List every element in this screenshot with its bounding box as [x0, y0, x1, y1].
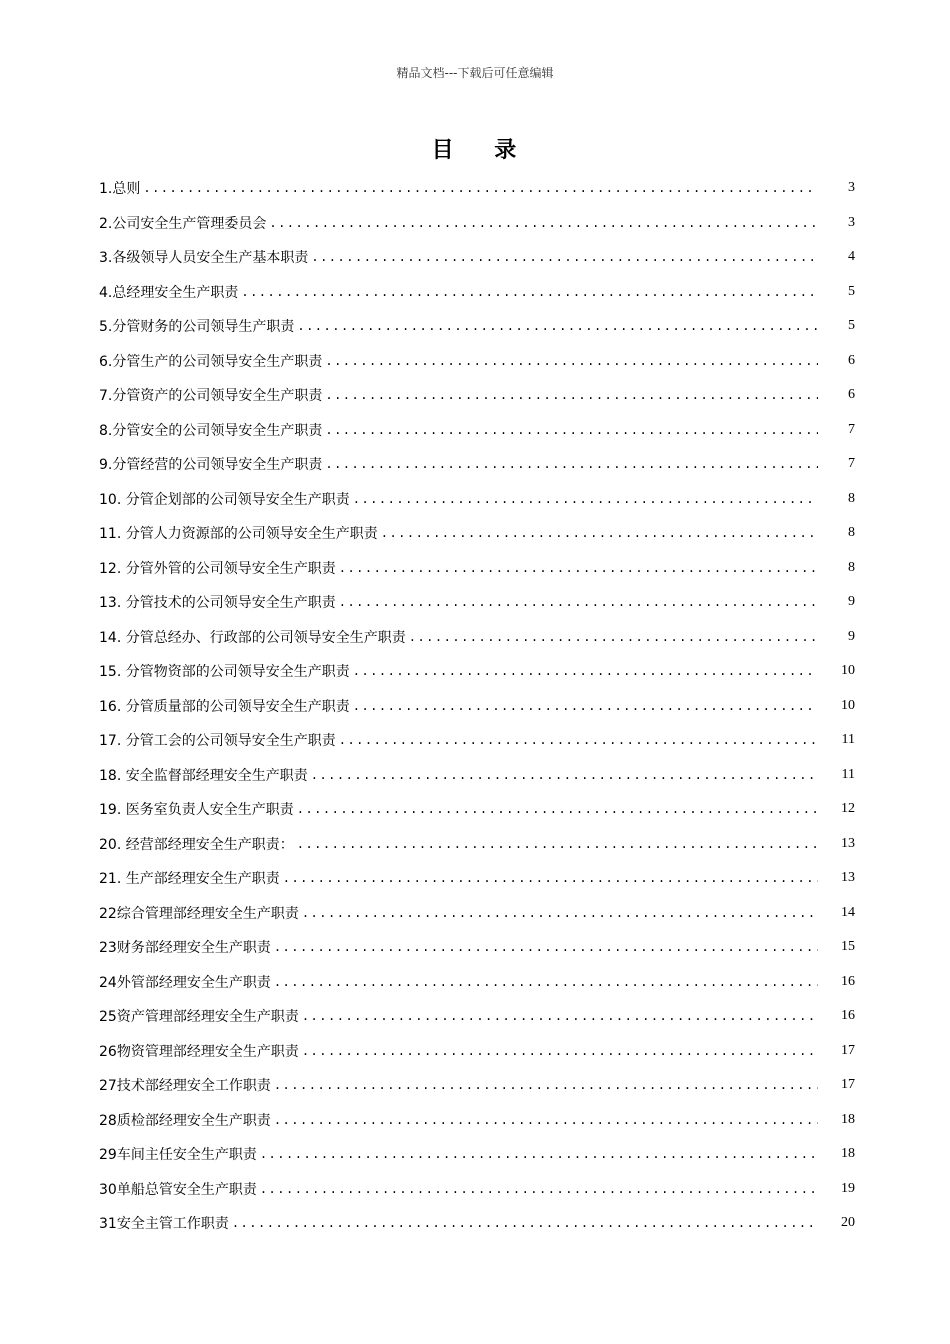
toc-entry-label: 14. 分管总经办、行政部的公司领导安全生产职责	[99, 629, 406, 646]
toc-entry-label: 3.各级领导人员安全生产基本职责	[99, 250, 309, 267]
toc-entry-label: 23财务部经理安全生产职责	[99, 940, 271, 957]
toc-dot-leader	[339, 559, 818, 577]
toc-entry-page-number: 5	[848, 283, 855, 299]
toc-entry-label: 20. 经营部经理安全生产职责：	[99, 836, 294, 853]
toc-entry-page-number: 14	[841, 904, 855, 920]
toc-entry[interactable]	[99, 309, 855, 344]
toc-entry-label: 13. 分管技术的公司领导安全生产职责	[99, 595, 336, 612]
toc-entry[interactable]	[99, 1137, 855, 1172]
toc-entry-page-number: 6	[848, 387, 855, 403]
toc-entry[interactable]	[99, 344, 855, 379]
toc-entry-label: 27技术部经理安全工作职责	[99, 1078, 271, 1095]
toc-entry-label: 26物资管理部经理安全生产职责	[99, 1043, 299, 1060]
toc-entry-page-number: 3	[848, 180, 855, 196]
toc-entry-page-number: 13	[841, 870, 855, 886]
toc-dot-leader	[353, 662, 818, 680]
toc-entry-page-number: 18	[841, 1146, 855, 1162]
toc-entry-page-number: 7	[848, 421, 855, 437]
toc-entry-page-number: 9	[848, 628, 855, 644]
toc-dot-leader	[302, 1007, 818, 1025]
toc-entry-label: 4.总经理安全生产职责	[99, 284, 239, 301]
toc-entry-page-number: 17	[841, 1042, 855, 1058]
toc-dot-leader	[269, 214, 818, 232]
toc-entry-label: 16. 分管质量部的公司领导安全生产职责	[99, 698, 350, 715]
toc-dot-leader	[339, 731, 818, 749]
toc-entry-page-number: 8	[848, 525, 855, 541]
toc-entry[interactable]	[99, 447, 855, 482]
toc-entry[interactable]	[99, 516, 855, 551]
toc-entry[interactable]	[99, 861, 855, 896]
toc-entry-label: 31安全主管工作职责	[99, 1216, 229, 1233]
toc-entry-label: 11. 分管人力资源部的公司领导安全生产职责	[99, 526, 378, 543]
toc-dot-leader	[274, 973, 818, 991]
toc-dot-leader	[409, 628, 818, 646]
toc-entry[interactable]	[99, 827, 855, 862]
toc-entry-label: 17. 分管工会的公司领导安全生产职责	[99, 733, 336, 750]
toc-entry-page-number: 4	[848, 249, 855, 265]
toc-entry[interactable]	[99, 723, 855, 758]
toc-entry-label: 30单船总管安全生产职责	[99, 1181, 257, 1198]
toc-entry-page-number: 5	[848, 318, 855, 334]
toc-dot-leader	[302, 904, 818, 922]
toc-dot-leader	[381, 524, 818, 542]
toc-entry-page-number: 11	[841, 732, 855, 748]
toc-dot-leader	[297, 800, 818, 818]
toc-entry-label: 24外管部经理安全生产职责	[99, 974, 271, 991]
toc-entry-page-number: 11	[841, 766, 855, 782]
page-title: 目 录	[431, 138, 519, 163]
toc-entry-page-number: 19	[841, 1180, 855, 1196]
toc-entry-label: 25资产管理部经理安全生产职责	[99, 1009, 299, 1026]
toc-entry[interactable]	[99, 585, 855, 620]
toc-entry-page-number: 16	[841, 1008, 855, 1024]
table-of-contents	[99, 171, 855, 1241]
toc-entry[interactable]	[99, 792, 855, 827]
toc-dot-leader	[302, 1042, 818, 1060]
toc-entry-label: 5.分管财务的公司领导生产职责	[99, 319, 295, 336]
toc-entry[interactable]	[99, 1103, 855, 1138]
toc-entry-label: 18. 安全监督部经理安全生产职责	[99, 767, 308, 784]
toc-entry[interactable]	[99, 1206, 855, 1241]
toc-entry-label: 2.公司安全生产管理委员会	[99, 215, 267, 232]
toc-entry-label: 12. 分管外管的公司领导安全生产职责	[99, 560, 336, 577]
toc-entry-page-number: 8	[848, 559, 855, 575]
toc-dot-leader	[260, 1145, 818, 1163]
toc-dot-leader	[325, 352, 818, 370]
toc-entry-label: 15. 分管物资部的公司领导安全生产职责	[99, 664, 350, 681]
toc-entry-page-number: 9	[848, 594, 855, 610]
toc-entry-label: 28质检部经理安全生产职责	[99, 1112, 271, 1129]
toc-entry[interactable]	[99, 206, 855, 241]
toc-entry[interactable]	[99, 1068, 855, 1103]
toc-entry[interactable]	[99, 378, 855, 413]
toc-entry[interactable]	[99, 413, 855, 448]
toc-dot-leader	[325, 421, 818, 439]
toc-dot-leader	[283, 869, 818, 887]
toc-entry-page-number: 10	[841, 663, 855, 679]
toc-entry-page-number: 18	[841, 1111, 855, 1127]
toc-entry[interactable]	[99, 240, 855, 275]
toc-entry-label: 19. 医务室负责人安全生产职责	[99, 802, 294, 819]
toc-entry[interactable]	[99, 930, 855, 965]
toc-entry[interactable]	[99, 1034, 855, 1069]
toc-entry[interactable]	[99, 482, 855, 517]
toc-entry-page-number: 20	[841, 1215, 855, 1231]
toc-entry[interactable]	[99, 758, 855, 793]
toc-dot-leader	[260, 1180, 818, 1198]
toc-entry[interactable]	[99, 171, 855, 206]
toc-dot-leader	[353, 490, 818, 508]
toc-dot-leader	[232, 1214, 818, 1232]
toc-entry-label: 21. 生产部经理安全生产职责	[99, 871, 280, 888]
toc-entry-label: 8.分管安全的公司领导安全生产职责	[99, 422, 323, 439]
toc-entry[interactable]	[99, 1172, 855, 1207]
toc-entry-label: 9.分管经营的公司领导安全生产职责	[99, 457, 323, 474]
toc-dot-leader	[311, 766, 818, 784]
toc-entry-label: 1.总则	[99, 181, 141, 198]
toc-entry-label: 6.分管生产的公司领导安全生产职责	[99, 353, 323, 370]
toc-entry-label: 22综合管理部经理安全生产职责	[99, 905, 299, 922]
toc-entry-page-number: 15	[841, 939, 855, 955]
toc-entry-page-number: 16	[841, 973, 855, 989]
toc-entry[interactable]	[99, 275, 855, 310]
toc-entry-page-number: 10	[841, 697, 855, 713]
toc-entry-label: 10. 分管企划部的公司领导安全生产职责	[99, 491, 350, 508]
page-header: 精品文档---下载后可任意编辑	[396, 66, 554, 80]
toc-dot-leader	[274, 1111, 818, 1129]
toc-dot-leader	[311, 248, 818, 266]
toc-entry[interactable]	[99, 999, 855, 1034]
toc-dot-leader	[339, 593, 818, 611]
toc-dot-leader	[297, 317, 818, 335]
toc-entry-page-number: 12	[841, 801, 855, 817]
toc-entry[interactable]	[99, 689, 855, 724]
toc-dot-leader	[353, 697, 818, 715]
toc-entry[interactable]	[99, 896, 855, 931]
toc-entry[interactable]	[99, 965, 855, 1000]
toc-entry-label: 29车间主任安全生产职责	[99, 1147, 257, 1164]
toc-entry-page-number: 3	[848, 214, 855, 230]
toc-dot-leader	[143, 179, 818, 197]
toc-entry-page-number: 17	[841, 1077, 855, 1093]
toc-entry-page-number: 7	[848, 456, 855, 472]
toc-dot-leader	[325, 386, 818, 404]
toc-dot-leader	[241, 283, 818, 301]
toc-entry[interactable]	[99, 654, 855, 689]
toc-entry-label: 7.分管资产的公司领导安全生产职责	[99, 388, 323, 405]
toc-entry-page-number: 8	[848, 490, 855, 506]
toc-entry[interactable]	[99, 551, 855, 586]
toc-entry-page-number: 6	[848, 352, 855, 368]
toc-dot-leader	[325, 455, 818, 473]
toc-dot-leader	[274, 1076, 818, 1094]
toc-dot-leader	[274, 938, 818, 956]
toc-dot-leader	[297, 835, 818, 853]
toc-entry[interactable]	[99, 620, 855, 655]
toc-entry-page-number: 13	[841, 835, 855, 851]
